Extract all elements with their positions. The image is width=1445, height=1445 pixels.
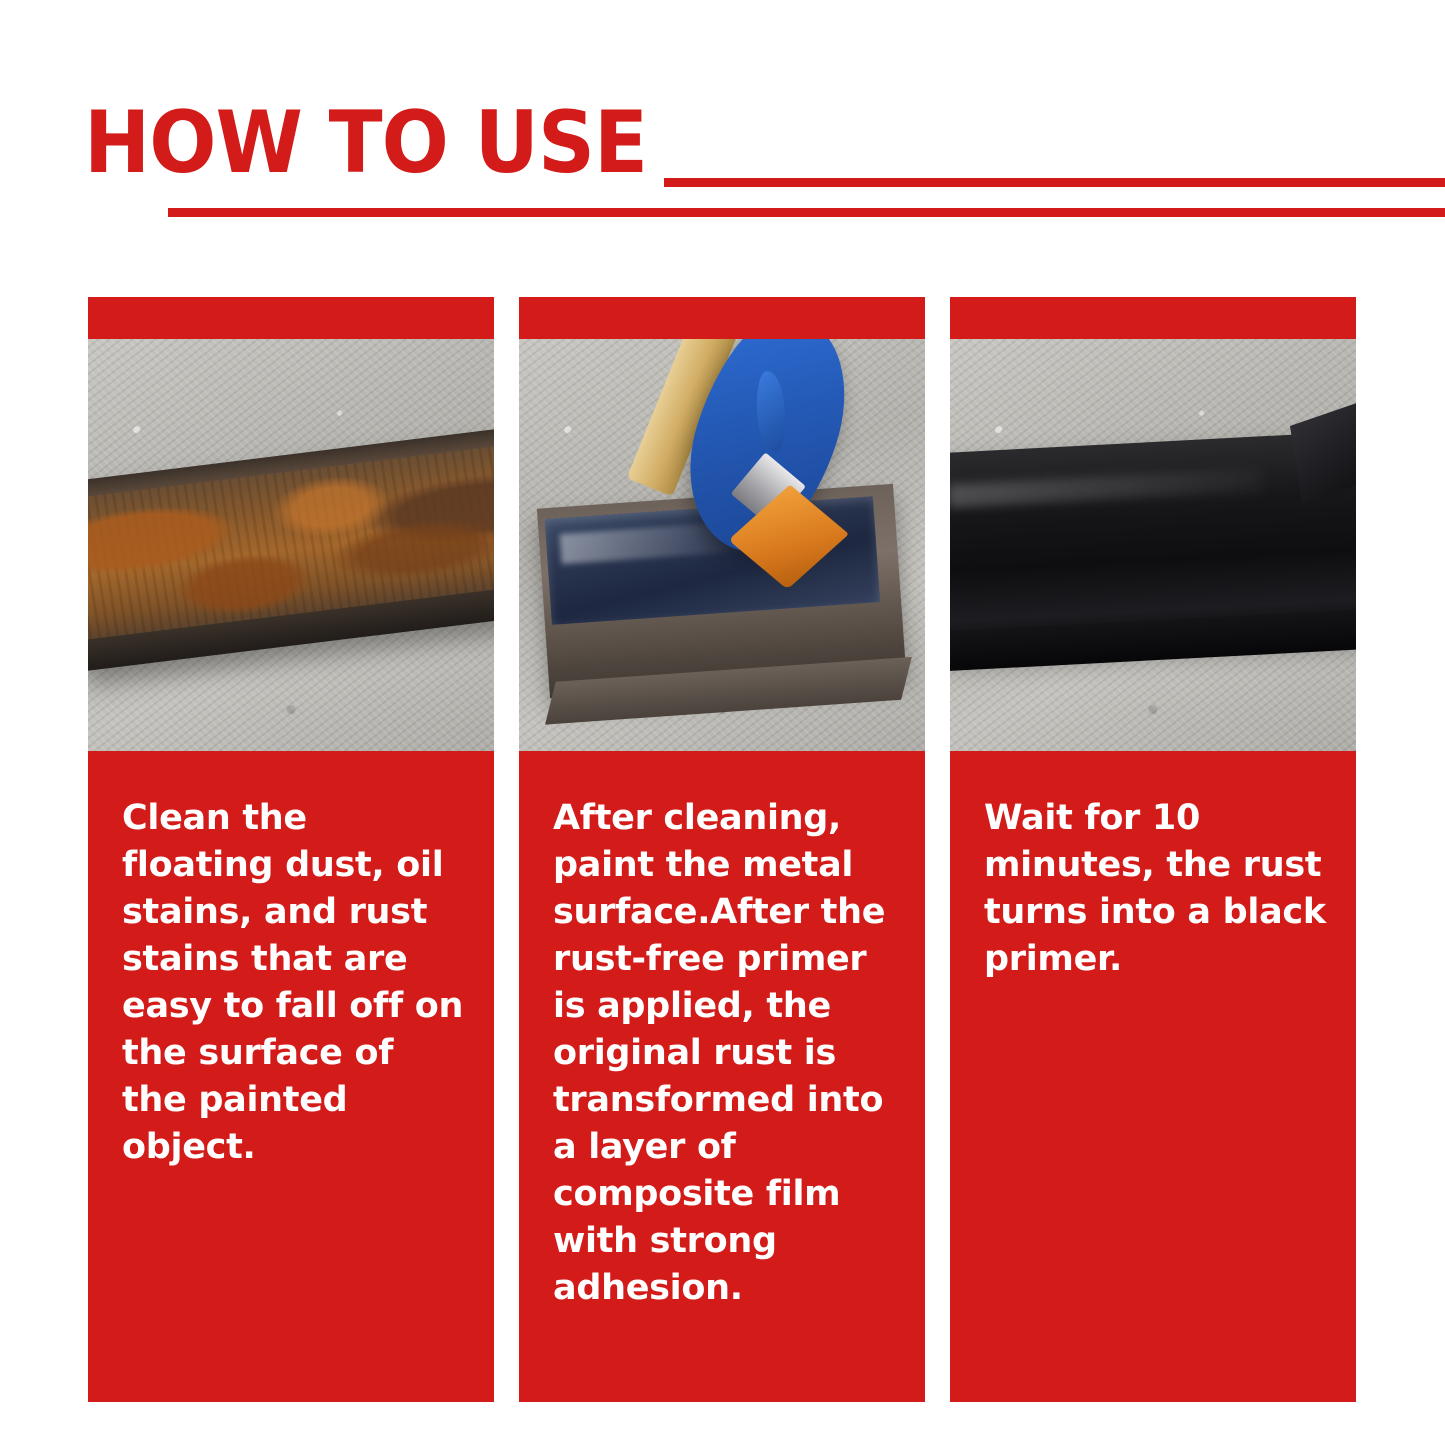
step-card-1-topbar [88, 297, 494, 339]
header-rule-bottom [168, 208, 1445, 217]
header [84, 93, 1364, 220]
step-2-caption: After cleaning, paint the metal surface.After the rust-free primer is applied, the original rust is transformed into a layer of composite film with strong adhesion. [519, 751, 925, 1402]
step-card-2-topbar [519, 297, 925, 339]
step-2-photo [519, 339, 925, 751]
step-card-1 [88, 297, 494, 1402]
step-card-2 [519, 297, 925, 1402]
header-rule-top [664, 178, 1445, 187]
page-title: HOW TO USE [84, 93, 648, 193]
step-3-photo [950, 339, 1356, 751]
step-1-caption: Clean the floating dust, oil stains, and rust stains that are easy to fall off on the surface of the painted object. [88, 751, 494, 1402]
steps-container [88, 297, 1358, 1402]
step-3-caption: Wait for 10 minutes, the rust turns into a black primer. [950, 751, 1356, 1402]
gloss-highlight [950, 468, 1261, 508]
glove-thumb-icon [753, 371, 789, 455]
black-primed-beam-icon [950, 431, 1356, 651]
step-card-3-topbar [950, 297, 1356, 339]
step-1-photo [88, 339, 494, 751]
step-card-3 [950, 297, 1356, 1402]
